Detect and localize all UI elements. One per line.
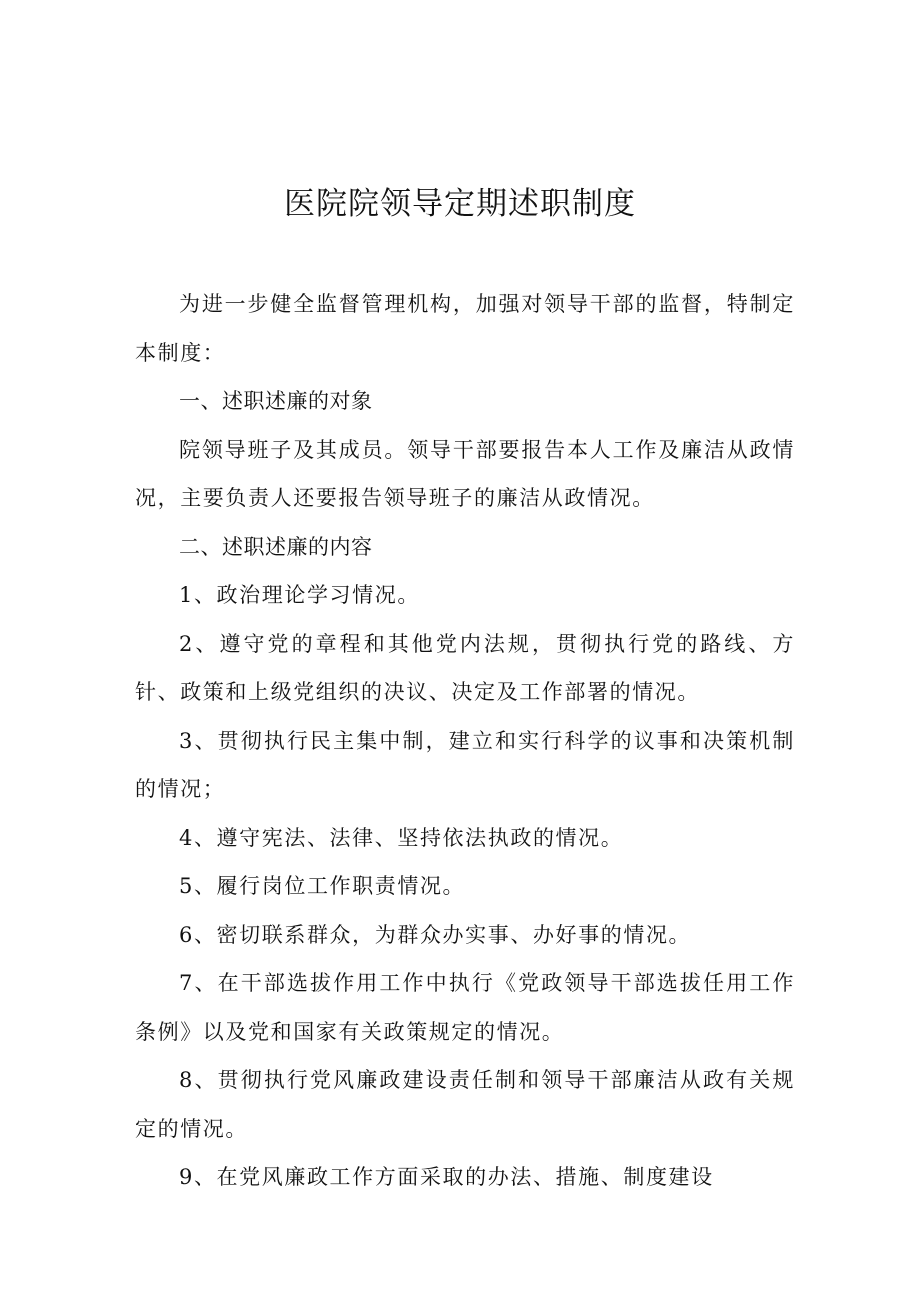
document-title: 医院院领导定期述职制度 <box>284 186 636 222</box>
content-item-7: 7、在干部选拔作用工作中执行《党政领导干部选拔任用工作条例》以及党和国家有关政策规定的情况。 <box>135 971 795 1044</box>
content-item-3: 3、贯彻执行民主集中制，建立和实行科学的议事和决策机制的情况； <box>135 728 795 801</box>
section-heading-2: 二、述职述廉的内容 <box>179 534 373 559</box>
content-item-9: 9、在党风廉政工作方面采取的办法、措施、制度建设 <box>179 1165 714 1189</box>
content-item-4: 4、遵守宪法、法律、坚持依法执政的情况。 <box>179 825 624 850</box>
content-item-6: 6、密切联系群众，为群众办实事、办好事的情况。 <box>179 922 692 947</box>
intro-paragraph: 为进一步健全监督管理机构，加强对领导干部的监督，特制定本制度： <box>135 292 795 365</box>
section-1-paragraph: 院领导班子及其成员。领导干部要报告本人工作及廉洁从政情况，主要负责人还要报告领导班子的廉洁从政情况。 <box>135 437 795 510</box>
content-item-1: 1、政治理论学习情况。 <box>179 583 420 607</box>
content-item-2: 2、遵守党的章程和其他党内法规，贯彻执行党的路线、方针、政策和上级党组织的决议、决定及工作部署的情况。 <box>135 631 795 704</box>
document-body <box>135 280 795 1202</box>
section-heading-1: 一、述职述廉的对象 <box>179 389 373 413</box>
content-item-5: 5、履行岗位工作职责情况。 <box>179 874 466 898</box>
content-item-8: 8、贯彻执行党风廉政建设责任制和领导干部廉洁从政有关规定的情况。 <box>135 1068 795 1141</box>
